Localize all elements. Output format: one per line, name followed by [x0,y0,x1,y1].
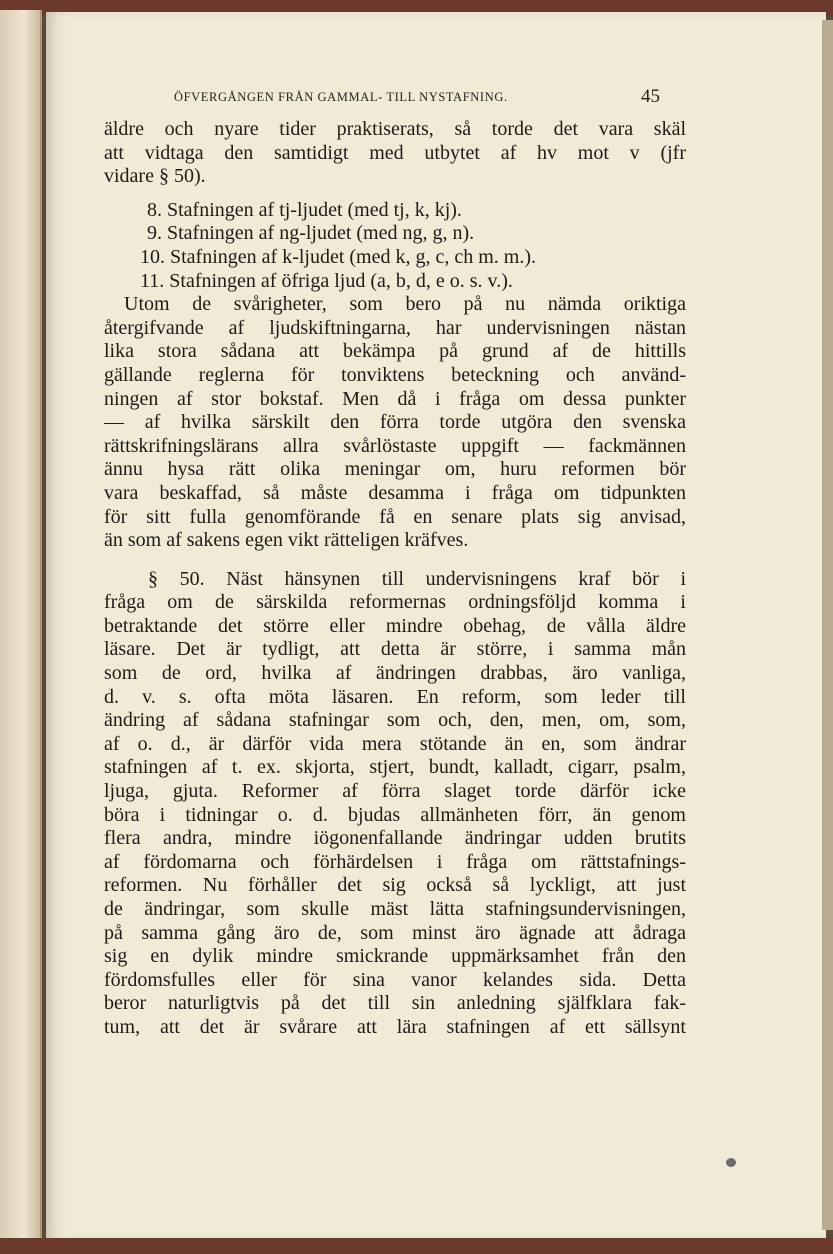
text-line: fråga om de särskilda reformernas ordningsföljd komma i [104,591,686,614]
text-line: fördomsfulles eller för sina vanor kelandes sida. Detta [104,968,686,991]
list-item: 9. Stafningen af ng-ljudet (med ng, g, n). [147,222,475,245]
page-header [174,86,666,112]
text-line: äldre och nyare tider praktiserats, så torde det vara skäl [104,118,686,140]
text-line: ändring af sådana stafningar som och, den, men, om, som, [104,709,686,732]
section-start-line: § 50. Näst hänsynen till undervisningens kraf bör i [148,567,686,590]
text-line: böra i tidningar o. d. bjudas allmänheten förr, än genom [104,803,686,826]
page-stack-edge [822,20,833,1230]
text-line: på samma gång äro de, som minst äro ägnade att ådraga [104,921,686,944]
text-line: reformen. Nu förhåller det sig också så lyckligt, att just [104,874,686,897]
text-line: vara beskaffad, så måste desamma i fråga om tidpunkten [104,481,686,504]
text-line: betraktande det större eller mindre obehag, de vålla äldre [104,614,686,637]
text-line: vidare § 50). [104,165,206,188]
facing-page-edge [0,10,42,1242]
text-line: af o. d., är därför vida mera stötande än en, som ändrar [104,732,686,755]
ink-spot [726,1158,736,1167]
text-line: — af hvilka särskilt den förra torde utgöra den svenska [104,411,686,434]
text-line: af fördomarna och förhärdelsen i fråga om rättstafnings- [104,850,686,873]
list-item: 10. Stafningen af k-ljudet (med k, g, c, ch m. m.). [140,245,537,268]
text-line: rättskrifningslärans allra svårlöstaste uppgift — fackmännen [104,434,686,457]
text-line: stafningen af t. ex. skjorta, stjert, bundt, kalladt, cigarr, psalm, [104,756,686,779]
text-line: lika stora sådana att bekämpa på grund af de hittills [104,340,686,363]
text-line: flera andra, mindre iögonenfallande ändringar udden brutits [104,827,686,850]
list-item: 11. Stafningen af öfriga ljud (a, b, d, e o. s. v.). [140,269,513,292]
text-line: tum, att det är svårare att lära stafningen af ett sällsynt [104,1015,686,1038]
text-line: de ändringar, som skulle mäst lätta stafningsundervisningen, [104,898,686,920]
body-text [104,118,686,1040]
list-item: 8. Stafningen af tj-ljudet (med tj, k, kj). [147,198,462,221]
text-line: ännu hysa rätt olika meningar om, huru reformen bör [104,458,686,481]
text-line: beror naturligtvis på det till sin anledning själfklara fak- [104,992,686,1015]
text-line: d. v. s. ofta möta läsaren. En reform, som leder till [104,685,686,708]
text-line: återgifvande af ljudskiftningarna, har undervisningen nästan [104,316,686,339]
text-line: som de ord, hvilka af ändringen drabbas, äro vanliga, [104,662,686,685]
book-binding-bottom [0,1238,833,1254]
text-line: ningen af stor bokstaf. Men då i fråga om dessa punkter [104,387,686,410]
text-line: läsare. Det är tydligt, att detta är större, i samma mån [104,638,686,661]
text-line: än som af sakens egen vikt rätteligen kräfves. [104,529,469,552]
text-line: att vidtaga den samtidigt med utbytet af hv mot v (jfr [104,141,686,164]
text-line: ljuga, gjuta. Reformer af förra slaget torde därför icke [104,780,686,803]
text-line: gällande reglerna för tonviktens beteckning och använd- [104,363,686,386]
text-line: för sitt fulla genomförande få en senare plats sig anvisad, [104,505,686,528]
page-number: 45 [641,86,660,107]
text-line: Utom de svårigheter, som bero på nu nämda oriktiga [124,293,686,316]
running-head: ÖFVERGÅNGEN FRÅN GAMMAL- TILL NYSTAFNING. [174,90,508,104]
text-line: sig en dylik mindre smickrande uppmärksamhet från den [104,945,686,968]
